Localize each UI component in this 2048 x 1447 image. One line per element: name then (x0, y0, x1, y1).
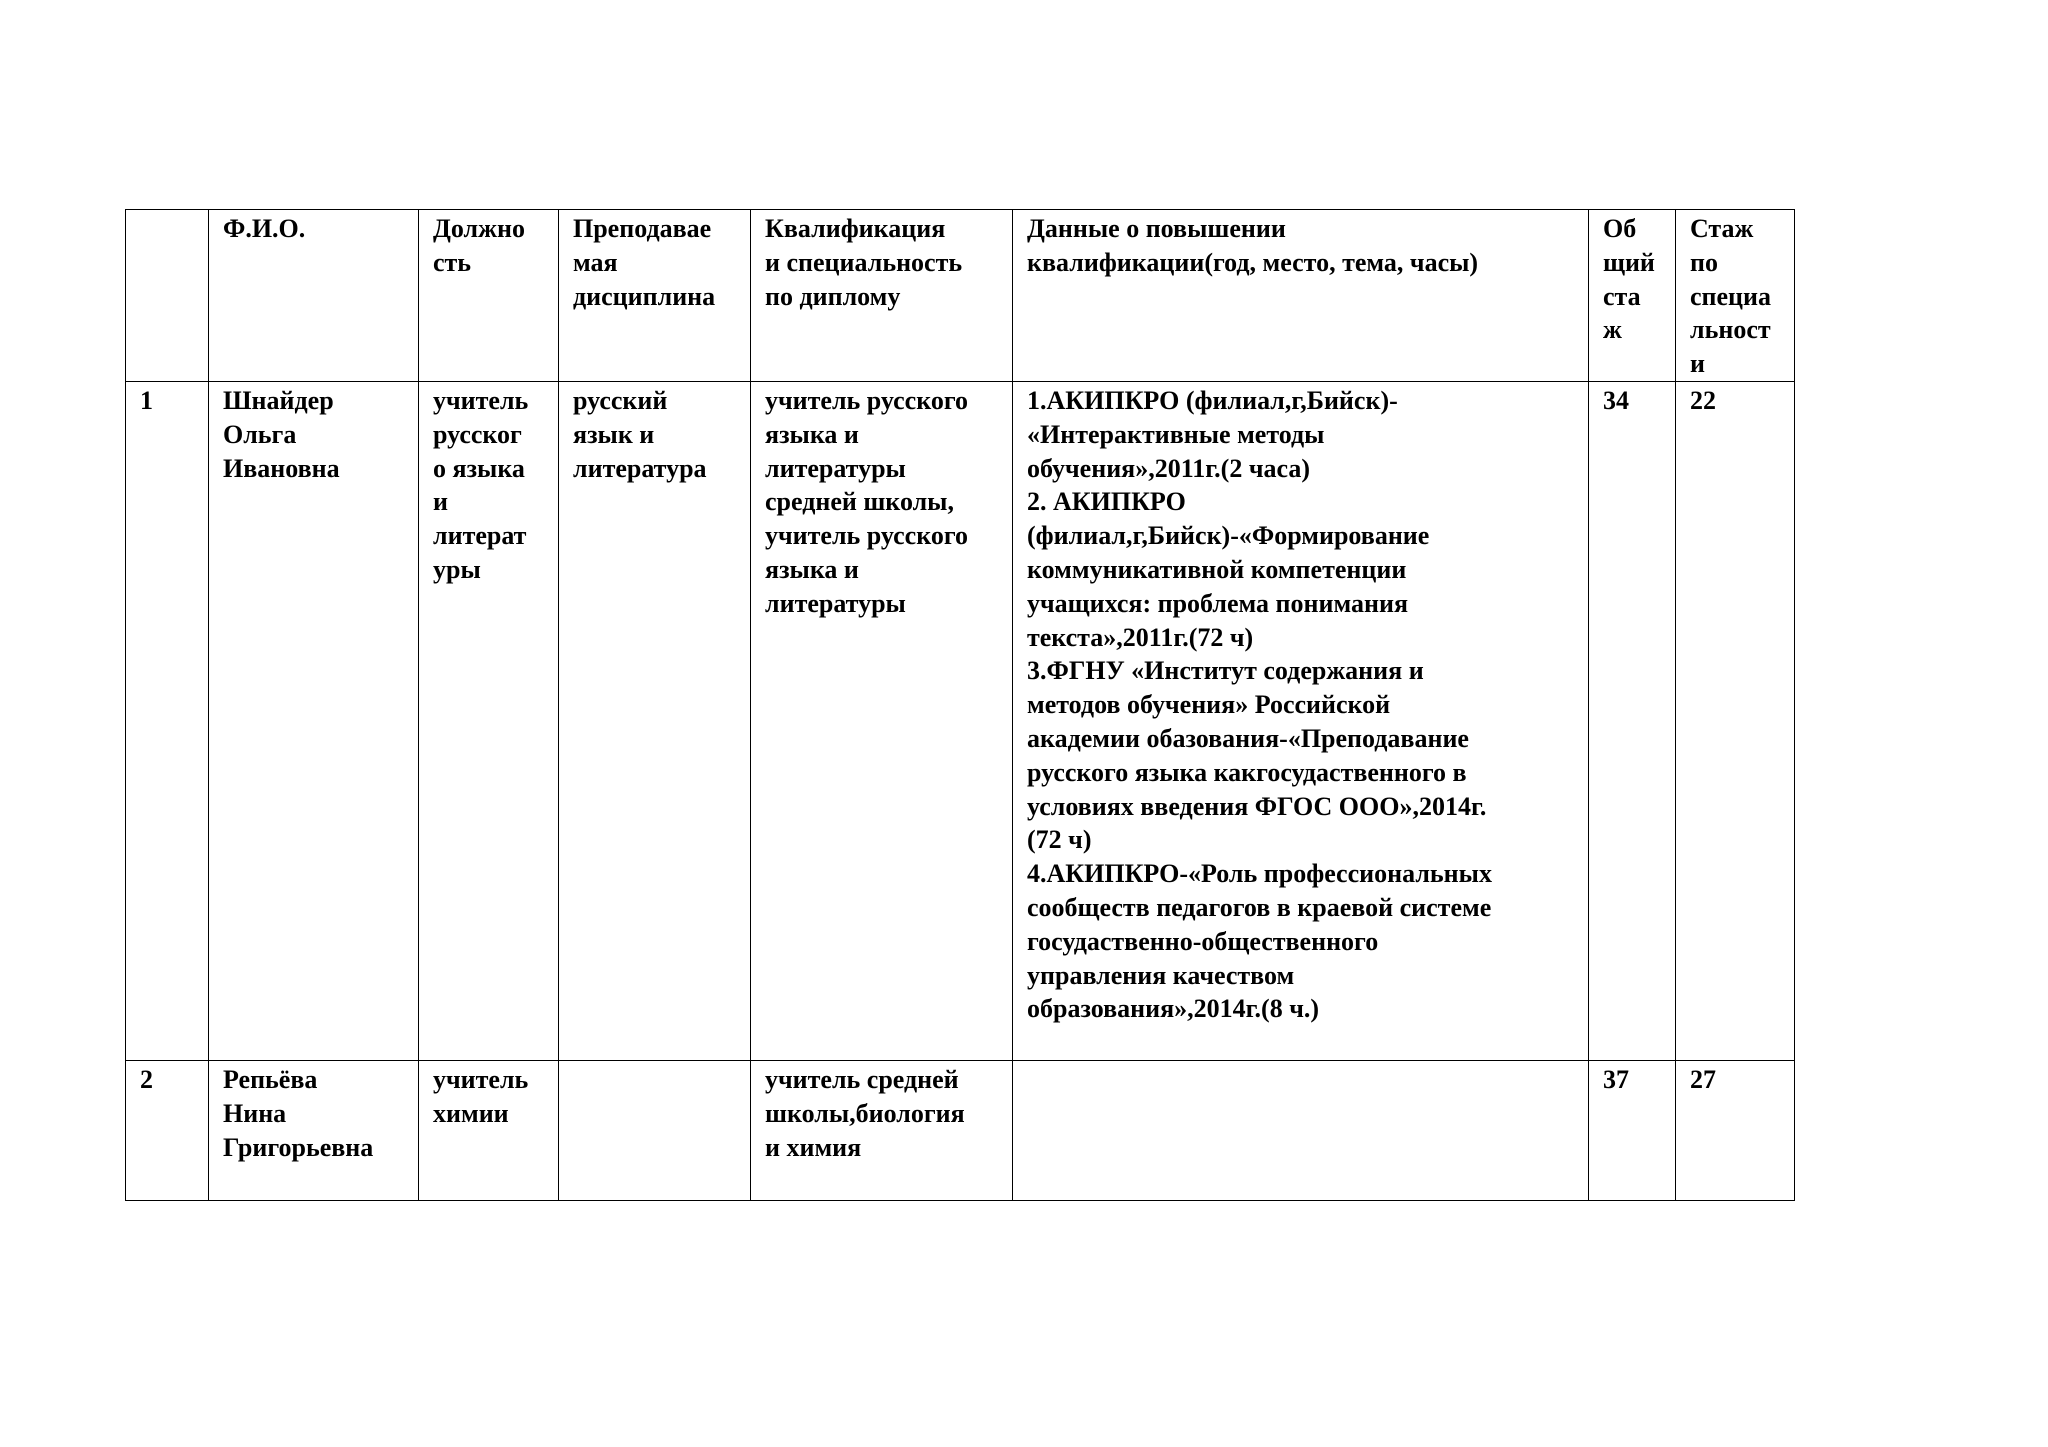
table-row (126, 381, 1795, 1060)
header-cell-training: Данные о повышении квалификации(год, место, тема, часы) (1013, 210, 1589, 382)
header-cell-num (126, 210, 209, 382)
cell-specialty-experience: 27 (1676, 1060, 1795, 1200)
cell-fio: Репьёва Нина Григорьевна (209, 1060, 419, 1200)
table-header-row (126, 210, 1795, 382)
header-cell-specialty-experience: Стаж по специа льност и (1676, 210, 1795, 382)
header-cell-discipline: Преподавае мая дисциплина (559, 210, 751, 382)
header-cell-position: Должно сть (419, 210, 559, 382)
cell-training: 1.АКИПКРО (филиал,г,Бийск)- «Интерактивные методы обучения»,2011г.(2 часа) 2. АКИПКРО (филиал,г,Бийск)-«Формирование коммуникативной компетенции учащихся: проблема понимания текста»,2011г.(72 ч) 3.ФГНУ «Институт содержания и методов обучения» Российской академии обазования-«Преподавание русского языка какгосудаственного в условиях введения ФГОС ООО»,2014г. (72 ч) 4.АКИПКРО-«Роль профессиональных сообществ педагогов в краевой системе госудаственно-общественного управления качеством образования»,2014г.(8 ч.) (1013, 381, 1589, 1060)
cell-qualification: учитель средней школы,биология и химия (751, 1060, 1013, 1200)
cell-discipline: русский язык и литература (559, 381, 751, 1060)
cell-num: 2 (126, 1060, 209, 1200)
table-row (126, 1060, 1795, 1200)
staff-qualification-table (125, 209, 1795, 1201)
cell-fio: Шнайдер Ольга Ивановна (209, 381, 419, 1060)
cell-position: учитель русског о языка и литерат уры (419, 381, 559, 1060)
cell-total-experience: 37 (1589, 1060, 1676, 1200)
cell-num: 1 (126, 381, 209, 1060)
header-cell-total-experience: Об щий ста ж (1589, 210, 1676, 382)
header-cell-qualification: Квалификация и специальность по диплому (751, 210, 1013, 382)
cell-position: учитель химии (419, 1060, 559, 1200)
cell-training (1013, 1060, 1589, 1200)
cell-total-experience: 34 (1589, 381, 1676, 1060)
header-cell-fio: Ф.И.О. (209, 210, 419, 382)
cell-discipline (559, 1060, 751, 1200)
cell-qualification: учитель русского языка и литературы средней школы, учитель русского языка и литературы (751, 381, 1013, 1060)
cell-specialty-experience: 22 (1676, 381, 1795, 1060)
